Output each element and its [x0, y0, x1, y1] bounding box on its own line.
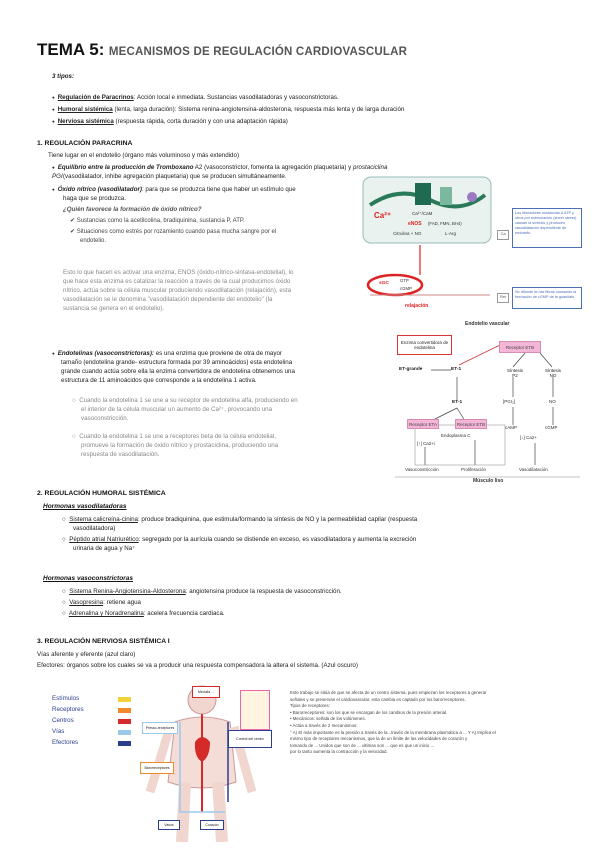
prolif-label: Proliferación [461, 467, 487, 472]
s1-bullet-thromboxane: ● Equilibrio entre la producción de Tromboxano A2 (vasoconstrictor, fomenta la agregación plaquetaria) y prostaciclina PGI [52, 163, 392, 181]
vasodilatadoras-heading: Hormonas vasodilatadoras [43, 503, 127, 510]
cgmp-label: cGMP [400, 286, 412, 291]
s1-bullet-no-l2: haga que se produzca. [63, 195, 126, 202]
s1-bullet-thromboxane-l2: (vasodilatador, inhibe agregación plaquetaria) que se producen simultáneamente. [63, 173, 287, 180]
vasodil-label: Vasodilatación [519, 467, 548, 472]
receptor-2 [440, 187, 452, 205]
endo-top-label: Endotelio vascular [465, 321, 510, 327]
legend-vias: Vías [52, 728, 132, 738]
s1-lead: Tiene lugar en el endotelio (órgano más voluminoso y más extendido) [48, 152, 240, 159]
camp-label: cAMP [505, 425, 518, 430]
larg-label: L-Arg [445, 231, 457, 236]
control-centro-box: Control del centro [228, 730, 272, 748]
legend-receptores: Receptores [52, 706, 132, 716]
baroreceptor-box: Barorreceptores [140, 762, 174, 774]
receptor-b-box: Receptor ETB [499, 341, 541, 353]
s3-paragraph: Este trabajo se sitúa de que se afecta de un centro sistema, pues empiezan los receptores a generar señales y se preservan el cardiovascular, esta cambia es captado por los barorreceptores. Tipos de receptores: • Barorreceptores: son los que se encargan de los cambios de la presión arterial. • Mecánicos: señala de los volúmenes. • Actúa a través de 2 mecanismos: ° A) El más importante es la presión a través de la...través de la membrana plasmática a ... Y A) Implica el mismo tipo de receptores mecanismos, que la de un límite de las velocidades de corazón y tomando de ... Unidos que son de ... ultimas son ... que es que un inicio ... por lo tanto aumenta la contracción y la velocidad. [290, 690, 496, 755]
ligand [467, 192, 477, 202]
ca-small-box: Ca [497, 230, 509, 240]
pgi2-label: [PGI₂] [503, 399, 515, 404]
s1-gray-paragraph: Esto lo que hacen es activar una enzima, ENOS (óxido-nítrico-sintasa-endotelial), lo que hace esta enzima es catalizar la reacción a través de la cual producimos óxido nítrico, actúa sobre la célula muscular produciendo vasodilatación (relajación), esta vasodilatación se le denomina "vasodilatación dependiente del endotelio" (la sustancia se genera en el endotelio). [63, 269, 294, 312]
s1-bullet-no: ● Óxido nítrico (vasodilatador): para que se produzca tiene que haber un estímulo que [52, 185, 392, 194]
vasoconstrictoras-heading: Hormonas vasoconstrictoras [43, 575, 133, 582]
section-1-heading: 1. REGULACIÓN PARACRINA [37, 140, 133, 147]
section-3-heading: 3. REGULACIÓN NERVIOSA SISTÉMICA I [37, 638, 170, 645]
ca-label: Ca²⁺ [374, 211, 392, 220]
smooth-muscle-ring [368, 275, 422, 295]
page-title [37, 40, 407, 60]
receptor-etb-box: Receptor ETB [455, 419, 487, 429]
cgmp2-label: cGMP [545, 425, 558, 430]
swatch-vias [118, 730, 131, 735]
enzyme-box: Enzima convertidora de endotelina [397, 335, 452, 355]
yellow-note-box [240, 690, 270, 730]
section-2-heading: 2. REGULACIÓN HUMORAL SISTÉMICA [37, 490, 166, 497]
s3-line1: Vías aferente y eferente (azul claro) [37, 651, 136, 658]
et1-label: ET-1 [451, 367, 462, 372]
title-main: TEMA 5: [37, 40, 105, 59]
relax-label: relajación [405, 303, 429, 309]
enos-label: eNOS [408, 221, 422, 227]
vasos-box: Vasos [158, 820, 180, 830]
s1-ring-beta: ○ Cuando la endotelina 1 se une a receptores beta de la célula endotelial, promueve la formación de óxido nítrico y prostaciclina, produciendo una respuesta de vasodilatación. [72, 433, 279, 458]
s1-endotelinas: ● Endotelinas (vasoconstrictoras): es una enzima que proviene de otra de mayor tamaño (endotelina grande- estructura formada por 39 aminoácidos) esta endotelina grande cuando actúa sobre ella la enzima convertidora de endotelina obtenemos una estructura de 11 aminoácidos que corresponde a la endotelina 1 activa. [52, 349, 392, 385]
check-2: ✔ Situaciones como estrés por rozamiento cuando pasa mucha sangre por el [70, 229, 277, 235]
ca-down-label: [↓] Ca2+ [520, 435, 537, 440]
s1-ring-alpha: ○ Cuando la endotelina 1 se une a su receptor de endotelina alfa, produciendo en el interior de la célula muscular un aumento de Ca²⁺, provocando una vasoconstricción. [72, 397, 298, 422]
rel-small-box: Rel [497, 293, 509, 303]
no-pathway-svg [360, 175, 495, 320]
receptor-eta-box: Receptor ETA [407, 419, 439, 429]
sintesis-p2-label: Síntesis P2 [506, 368, 523, 378]
corazon-box: Corazón [200, 820, 224, 830]
ca-in-label: [↑] Ca2+i [417, 441, 435, 446]
swatch-estimulos [118, 697, 131, 702]
swatch-receptores [118, 708, 131, 713]
et1b-label: ET-1 [452, 400, 463, 405]
legend-centros: Centros [52, 717, 132, 727]
sgc-label: sGC [379, 281, 389, 286]
legend-estimulos: Estímulos [52, 695, 132, 705]
swatch-efectores [118, 741, 131, 746]
vasocon-label: Vasoconstricción [405, 467, 439, 472]
type-humoral: ● Humoral sistémica (lenta, larga duración): Sistema renina-angiotensina-aldosterona, respuesta más lenta y de larga duración [52, 105, 582, 114]
vasodilatadoras-list: ○ Sistema calicreína-cinina: produce bradiquinina, que estimula/formando la síntesis de NO y la permeabilidad capilar (respuesta vasodilatadora) ○ Péptido atrial Natriurético: segregado por la aurícula cuando se distiende en exceso, es vasodilatadora y aumenta la excreción urinaria de agua y Na⁺ [62, 516, 418, 552]
cofactors-label: (FAD, FMN, BH4) [428, 221, 462, 226]
vasoconstrictoras-list: ○ Sistema Renina-Angiotensina-Aldosterona: angiotensina produce la respuesta de vasoconstricción. ○ Vasopresina: retiene agua ○ Adrenalina y Noradrenalina: acelera frecuencia cardiaca. [62, 588, 342, 617]
check-1: ✔ Sustancias como la acetilcolina, bradiquinina, sustancia P, ATP. [70, 218, 245, 224]
s3-line2: Efectores: órganos sobre los cuales se va a producir una respuesta compensadora la altera el sistema. (Azul oscuro) [37, 662, 358, 669]
endoplasm-label: Endoplasma C [441, 433, 471, 438]
et-grande-label: ET-grande [399, 367, 423, 372]
check-2-cont: endotelio. [80, 238, 107, 244]
s1-question: ¿Quién favorece la formación de óxido nítrico? [63, 206, 202, 213]
no-label: NO [549, 399, 556, 404]
note-cgmp: Se difunde en las fibras causando la formación de cGMP de la guanilato [512, 287, 582, 309]
medulla-box: Medulla ... [192, 686, 220, 698]
receptor-channel [415, 183, 431, 205]
types-label: 3 tipos: [52, 73, 75, 80]
left-arm [150, 727, 170, 792]
calm-label: Ca²⁺/CaM [412, 211, 433, 216]
gtp-label: GTP [400, 278, 409, 283]
sintesis-no-label: Síntesis NO [544, 368, 561, 378]
figure-no-pathway [360, 175, 495, 320]
type-nervous: ● Nerviosa sistémica (respuesta rápida, corta duración y con una adaptación rápida) [52, 117, 582, 126]
musculo-liso-label: Músculo liso [473, 478, 504, 484]
figure-endothelin [395, 321, 580, 485]
swatch-centros [118, 719, 131, 724]
pressoreceptor-box: Presso-receptores [142, 722, 178, 734]
citrulina-label: Citrulina + NO [393, 231, 422, 236]
title-sub: MECANISMOS DE REGULACIÓN CARDIOVASCULAR [108, 46, 408, 58]
type-paracrine: ● Regulación de Paracrinos: Acción local e inmediata. Sustancias vasodilatadoras y vasoconstrictoras. [52, 93, 582, 102]
note-no-sheer: Los liberadores sustancias A ATP y otros por estimulación (sheer stress) causan la síntesis y producen vasodilatación dependiente de endotelio [512, 208, 582, 248]
legend-efectores: Efectores [52, 739, 132, 749]
